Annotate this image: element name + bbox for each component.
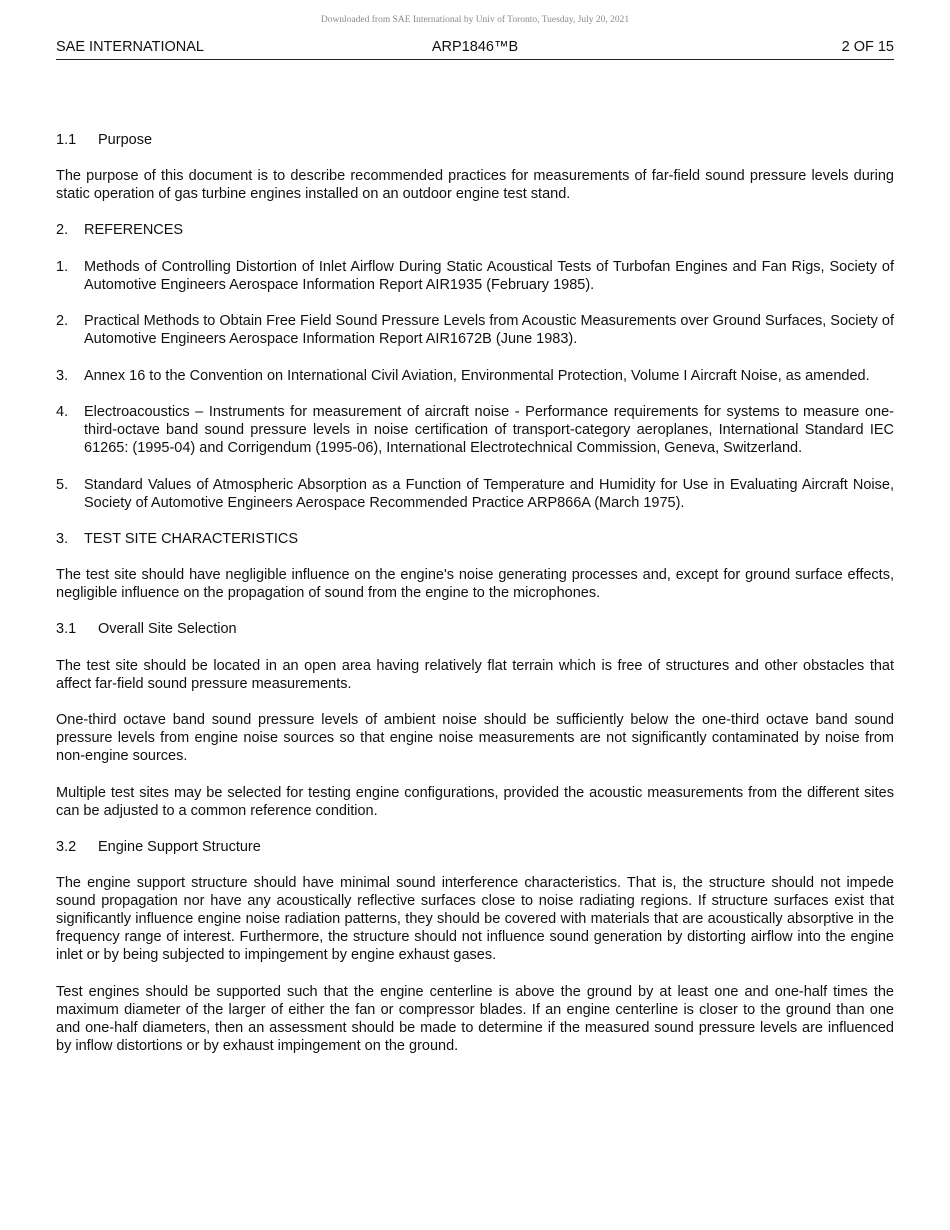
section-title: REFERENCES — [84, 222, 184, 238]
reference-number: 5. — [56, 477, 69, 493]
section-heading-3 — [56, 530, 894, 548]
running-header — [56, 39, 894, 60]
reference-number: 4. — [56, 404, 69, 420]
reference-number: 1. — [56, 259, 69, 275]
section-heading-2 — [56, 221, 894, 239]
reference-item — [56, 403, 894, 457]
download-watermark: Downloaded from SAE International by Univ of Toronto, Tuesday, July 20, 2021 — [320, 15, 630, 25]
section-heading-1-1 — [56, 131, 894, 149]
section-heading-3-2 — [56, 838, 894, 856]
page-number: 2 OF 15 — [841, 39, 894, 55]
section-title: Engine Support Structure — [98, 839, 261, 855]
section-title: TEST SITE CHARACTERISTICS — [84, 531, 299, 547]
publisher-name: SAE INTERNATIONAL — [56, 39, 204, 55]
reference-item — [56, 367, 894, 385]
reference-text: Practical Methods to Obtain Free Field Sound Pressure Levels from Acoustic Measurements over Ground Surfaces, Society of Automotive Engineers Aerospace Information Report AIR1672B (June 1983). — [84, 313, 894, 347]
section-title: Overall Site Selection — [98, 621, 237, 637]
reference-item — [56, 312, 894, 348]
reference-text: Annex 16 to the Convention on International Civil Aviation, Environmental Protection, Volume I Aircraft Noise, as amended. — [84, 368, 870, 384]
document-body — [56, 131, 894, 1055]
reference-number: 2. — [56, 313, 69, 329]
paragraph: Test engines should be supported such that the engine centerline is above the ground by at least one and one-half times the maximum diameter of the larger of either the fan or compressor blades. If an engine centerline is closer to the ground than one and one-half diameters, then an assessment should be made to determine if the measured sound pressure levels are influenced by inflow distortions or by exhaust impingement on the ground. — [56, 984, 894, 1054]
section-number: 3.2 — [56, 839, 77, 855]
section-number: 2. — [56, 222, 69, 238]
reference-item — [56, 476, 894, 512]
reference-item — [56, 258, 894, 294]
reference-text: Standard Values of Atmospheric Absorption as a Function of Temperature and Humidity for Use in Evaluating Aircraft Noise, Society of Automotive Engineers Aerospace Recommended Practice ARP866A (March 1975). — [84, 477, 894, 511]
section-number: 3.1 — [56, 621, 77, 637]
paragraph: The purpose of this document is to describe recommended practices for measurements of far-field sound pressure levels during static operation of gas turbine engines installed on an outdoor engine test stand. — [56, 168, 894, 202]
document-number: ARP1846™B — [431, 39, 519, 55]
section-heading-3-1 — [56, 620, 894, 638]
section-title: Purpose — [98, 132, 153, 148]
paragraph: The test site should be located in an open area having relatively flat terrain which is free of structures and other obstacles that affect far-field sound pressure measurements. — [56, 658, 894, 692]
paragraph: The test site should have negligible influence on the engine's noise generating processes and, except for ground surface effects, negligible influence on the propagation of sound from the engine to the microphones. — [56, 567, 894, 601]
reference-number: 3. — [56, 368, 69, 384]
section-number: 1.1 — [56, 132, 77, 148]
reference-text: Electroacoustics – Instruments for measurement of aircraft noise - Performance requirements for systems to measure one-third-octave band sound pressure levels in noise certification of transport-category aeroplanes, International Standard IEC 61265: (1995-04) and Corrigendum (1995-06), International Electrotechnical Commission, Geneva, Switzerland. — [84, 404, 894, 456]
section-number: 3. — [56, 531, 69, 547]
paragraph: The engine support structure should have minimal sound interference characteristics. That is, the structure should not impede sound propagation nor have any acoustically reflective surfaces close to noise radiating regions. If structure surfaces exist that significantly influence engine noise radiation patterns, they should be covered with materials that are acoustically absorptive in the frequency range of interest. Furthermore, the structure should not influence sound generation by distorting airflow into the engine inlet or by being subjected to impingement by engine exhaust gases. — [56, 875, 894, 963]
paragraph: One-third octave band sound pressure levels of ambient noise should be sufficiently below the one-third octave band sound pressure levels from engine noise sources so that engine noise measurements are not significantly contaminated by noise from non-engine sources. — [56, 712, 894, 764]
paragraph: Multiple test sites may be selected for testing engine configurations, provided the acoustic measurements from the different sites can be adjusted to a common reference condition. — [56, 785, 894, 819]
reference-text: Methods of Controlling Distortion of Inlet Airflow During Static Acoustical Tests of Turbofan Engines and Fan Rigs, Society of Automotive Engineers Aerospace Information Report AIR1935 (February 1985). — [84, 259, 894, 293]
